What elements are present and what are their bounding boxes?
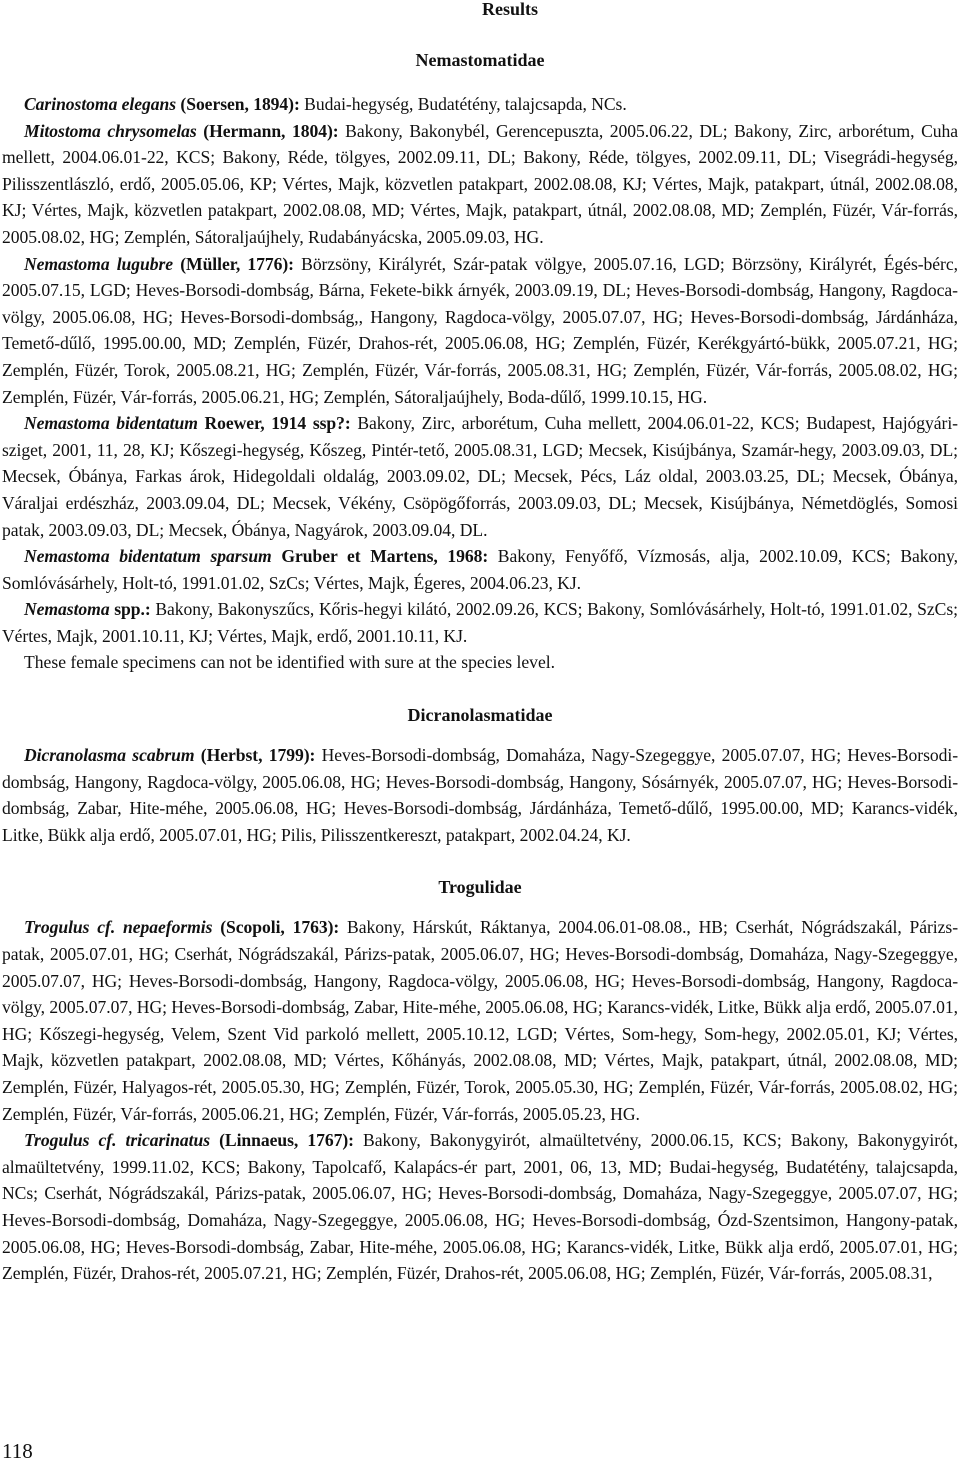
family-heading-trogulidae: Trogulidae [438,877,522,898]
species-record [2,118,958,251]
species-record [2,742,958,848]
species-record [2,1127,958,1287]
taxon-name: Nemastoma bidentatum [24,413,198,434]
taxon-name: Nemastoma lugubre [24,253,174,274]
family-heading-dicranolasmatidae: Dicranolasmatidae [407,705,553,726]
family-heading-nemastomatidae: Nemastomatidae [415,50,545,70]
taxon-name: Nemastoma [24,599,110,620]
page-number: 118 [2,1439,33,1463]
species-record [2,596,958,649]
taxon-name: Trogulus cf. nepaeformis [24,917,213,938]
species-record [2,251,958,411]
taxon-author: Roewer, 1914 ssp?: [197,413,351,434]
species-record [2,410,958,543]
species-record [2,914,958,1127]
taxon-author: (Hermann, 1804): [196,120,339,141]
taxon-name: Nemastoma bidentatum sparsum [24,546,272,567]
record-text: Börzsöny, Királyrét, Szár-patak völgye, 2005.07.16, LGD; Börzsöny, Királyrét, Égés-bérc, 2005.07.15, LGD; Heves-Borsodi-dombság, Bárna, Fekete-bikk árnyék, 2003.09.19, DL; Heves-Borsodi-dombság, Hangony, Ragdoca-völgy, 2005.06.08, HG; Heves-Borsodi-dombság,, Hangony, Ragdoca-völgy, 2005.07.07, HG; Heves-Borsodi-dombság, Járdánháza, Temető-dűlő, 1995.00.00, MD; Zemplén, Füzér, Drahos-rét, 2005.06.08, HG; Zemplén, Füzér, Kerékgyártó-bükk, 2005.07.21, HG; Zemplén, Füzér, Torok, 2005.08.21, HG; Zemplén, Füzér, Vár-forrás, 2005.08.31, HG; Zemplén, Füzér, Vár-forrás, 2005.08.02, HG; Zemplén, Füzér, Vár-forrás, 2005.06.21, HG; Zemplén, Sátoraljaújhely, Boda-dűlő, 1999.10.15, HG. [2,253,958,407]
record-text: Bakony, Bakonybél, Gerencepuszta, 2005.06.22, DL; Bakony, Zirc, arborétum, Cuha mellett, 2004.06.01-22, KCS; Bakony, Réde, tölgyes, 2002.09.11, DL; Bakony, Réde, tölgyes, 2002.09.11, DL; Visegrádi-hegység, Pilisszentlászló, erdő, 2005.05.06, KP; Vértes, Majk, közvetlen patakpart, 2002.08.08, KJ; Vértes, Majk, patakpart, útnál, 2002.08.08, KJ; Vértes, Majk, közvetlen patakpart, 2002.08.08, MD; Vértes, Majk, patakpart, útnál, 2002.08.08, MD; Zemplén, Füzér, Vár-forrás, 2005.08.02, HG; Zemplén, Sátoraljaújhely, Rudabányácska, 2005.09.03, HG. [2,120,959,247]
taxon-author: (Müller, 1776): [173,253,294,274]
record-text: Bakony, Hárskút, Ráktanya, 2004.06.01-08.08., HB; Cserhát, Nógrádszakál, Párizs-patak, 2005.07.01, HG; Cserhát, Nógrádszakál, Párizs-patak, 2005.06.07, HG; Heves-Borsodi-dombság, Domaháza, Nagy-Szegeggye, 2005.07.07, HG; Heves-Borsodi-dombság, Hangony, Ragdoca-völgy, 2005.06.08, HG; Heves-Borsodi-dombság, Hangony, Ragdoca-völgy, 2005.07.07, HG; Heves-Borsodi-dombság, Zabar, Hite-méhe, 2005.06.08, HG; Karancs-vidék, Litke, Bükk alja erdő, 2005.07.01, HG; Kőszegi-hegység, Velem, Szent Vid parkoló mellett, 2005.10.12, LGD; Vértes, Som-hegy, Som-hegy, 2002.05.01, KJ; Vértes, Majk, közvetlen patakpart, 2002.08.08, MD; Vértes, Kőhányás, 2002.08.08, MD; Vértes, Majk, patakpart, útnál, 2002.08.08, MD; Zemplén, Füzér, Halyagos-rét, 2005.05.30, HG; Zemplén, Füzér, Torok, 2005.05.30, HG; Zemplén, Füzér, Vár-forrás, 2005.08.02, HG; Zemplén, Füzér, Vár-forrás, 2005.06.21, HG; Zemplén, Füzér, Vár-forrás, 2005.05.23, HG. [2,917,958,1124]
species-record [2,543,958,596]
taxon-author: (Linnaeus, 1767): [210,1130,354,1151]
taxon-name: Trogulus cf. tricarinatus [24,1130,210,1151]
record-text: Bakony, Fenyőfő, Vízmosás, alja, 2002.10.09, KCS; Bakony, Somlóvásárhely, Holt-tó, 1991.01.02, SzCs; Vértes, Majk, Égeres, 2004.06.23, KJ. [2,546,958,593]
record-text: Bakony, Bakonygyirót, almaültetvény, 2000.06.15, KCS; Bakony, Bakonygyirót, almaültetvény, 1999.11.02, KCS; Bakony, Tapolcafő, Kalapács-ér part, 2001, 06, 13, MD; Budai-hegység, Budatétény, talajcsapda, NCs; Cserhát, Nógrádszakál, Párizs-patak, 2005.06.07, HG; Heves-Borsodi-dombság, Domaháza, Nagy-Szegeggye, 2005.07.07, HG; Heves-Borsodi-dombság, Domaháza, Nagy-Szegeggye, 2005.06.08, HG; Heves-Borsodi-dombság, Ózd-Szentsimon, Hangony-patak, 2005.06.08, HG; Heves-Borsodi-dombság, Zabar, Hite-méhe, 2005.06.08, HG; Karancs-vidék, Litke, Bükk alja erdő, 2005.07.01, HG; Zemplén, Füzér, Drahos-rét, 2005.07.21, HG; Zemplén, Füzér, Drahos-rét, 2005.06.08, HG; Zemplén, Füzér, Vár-forrás, 2005.08.31, [2,1130,958,1284]
results-heading: Results [481,0,538,19]
taxon-author: (Soersen, 1894): [176,94,300,114]
taxon-name: Mitostoma chrysomelas [24,120,197,141]
record-text: Heves-Borsodi-dombság, Domaháza, Nagy-Szegeggye, 2005.07.07, HG; Heves-Borsodi-dombság, Hangony, Ragdoca-völgy, 2005.06.08, HG; Heves-Borsodi-dombság, Hangony, Sósárnyék, 2005.07.07, HG; Heves-Borsodi- dombság, Zabar, Hite-méhe, 2005.06.08, HG; Heves-Borsodi-dombság, Járdánháza, Temető-dűlő, 1995.00.00, MD; Karancs-vidék, Litke, Bükk alja erdő, 2005.07.01, HG; Pilis, Pilisszentkereszt, patakpart, 2002.04.24, KJ. [2,745,959,845]
taxon-name: Carinostoma elegans [24,94,177,114]
taxon-author: (Scopoli, 1763): [212,917,340,938]
identification-note: These female specimens can not be identified with sure at the species level. [24,652,556,673]
species-record [2,91,958,118]
taxon-author: spp.: [109,599,151,620]
record-text: Bakony, Zirc, arborétum, Cuha mellett, 2004.06.01-22, KCS; Budapest, Hajógyári-sziget, 2001, 11, 28, KJ; Kőszegi-hegység, Kőszeg, Pintér-tető, 2005.08.31, LGD; Mecsek, Kisújbánya, Szamár-hegy, 2003.09.03, DL; Mecsek, Óbánya, Farkas árok, Hidegoldali oldalág, 2003.09.02, DL; Mecsek, Pécs, Láz oldal, 2003.03.25, DL; Mecsek, Óbánya, Váraljai erdészház, 2003.09.04, DL; Mecsek, Vékény, Csöpögőforrás, 2003.09.03, DL; Mecsek, Kisújbánya, Németdöglés, Somosi patak, 2003.09.03, DL; Mecsek, Óbánya, Nagyárok, 2003.09.04, DL. [2,413,958,540]
taxon-name: Dicranolasma scabrum [24,745,195,766]
record-text: Budai-hegység, Budatétény, talajcsapda, NCs. [299,94,627,114]
taxon-author: (Herbst, 1799): [194,745,316,766]
record-text: Bakony, Bakonyszűcs, Kőris-hegyi kilátó, 2002.09.26, KCS; Bakony, Somlóvásárhely, Holt-tó, 1991.01.02, SzCs; Vértes, Majk, 2001.10.11, KJ; Vértes, Majk, erdő, 2001.10.11, KJ. [2,599,958,646]
taxon-author: Gruber et Martens, 1968: [271,546,489,567]
